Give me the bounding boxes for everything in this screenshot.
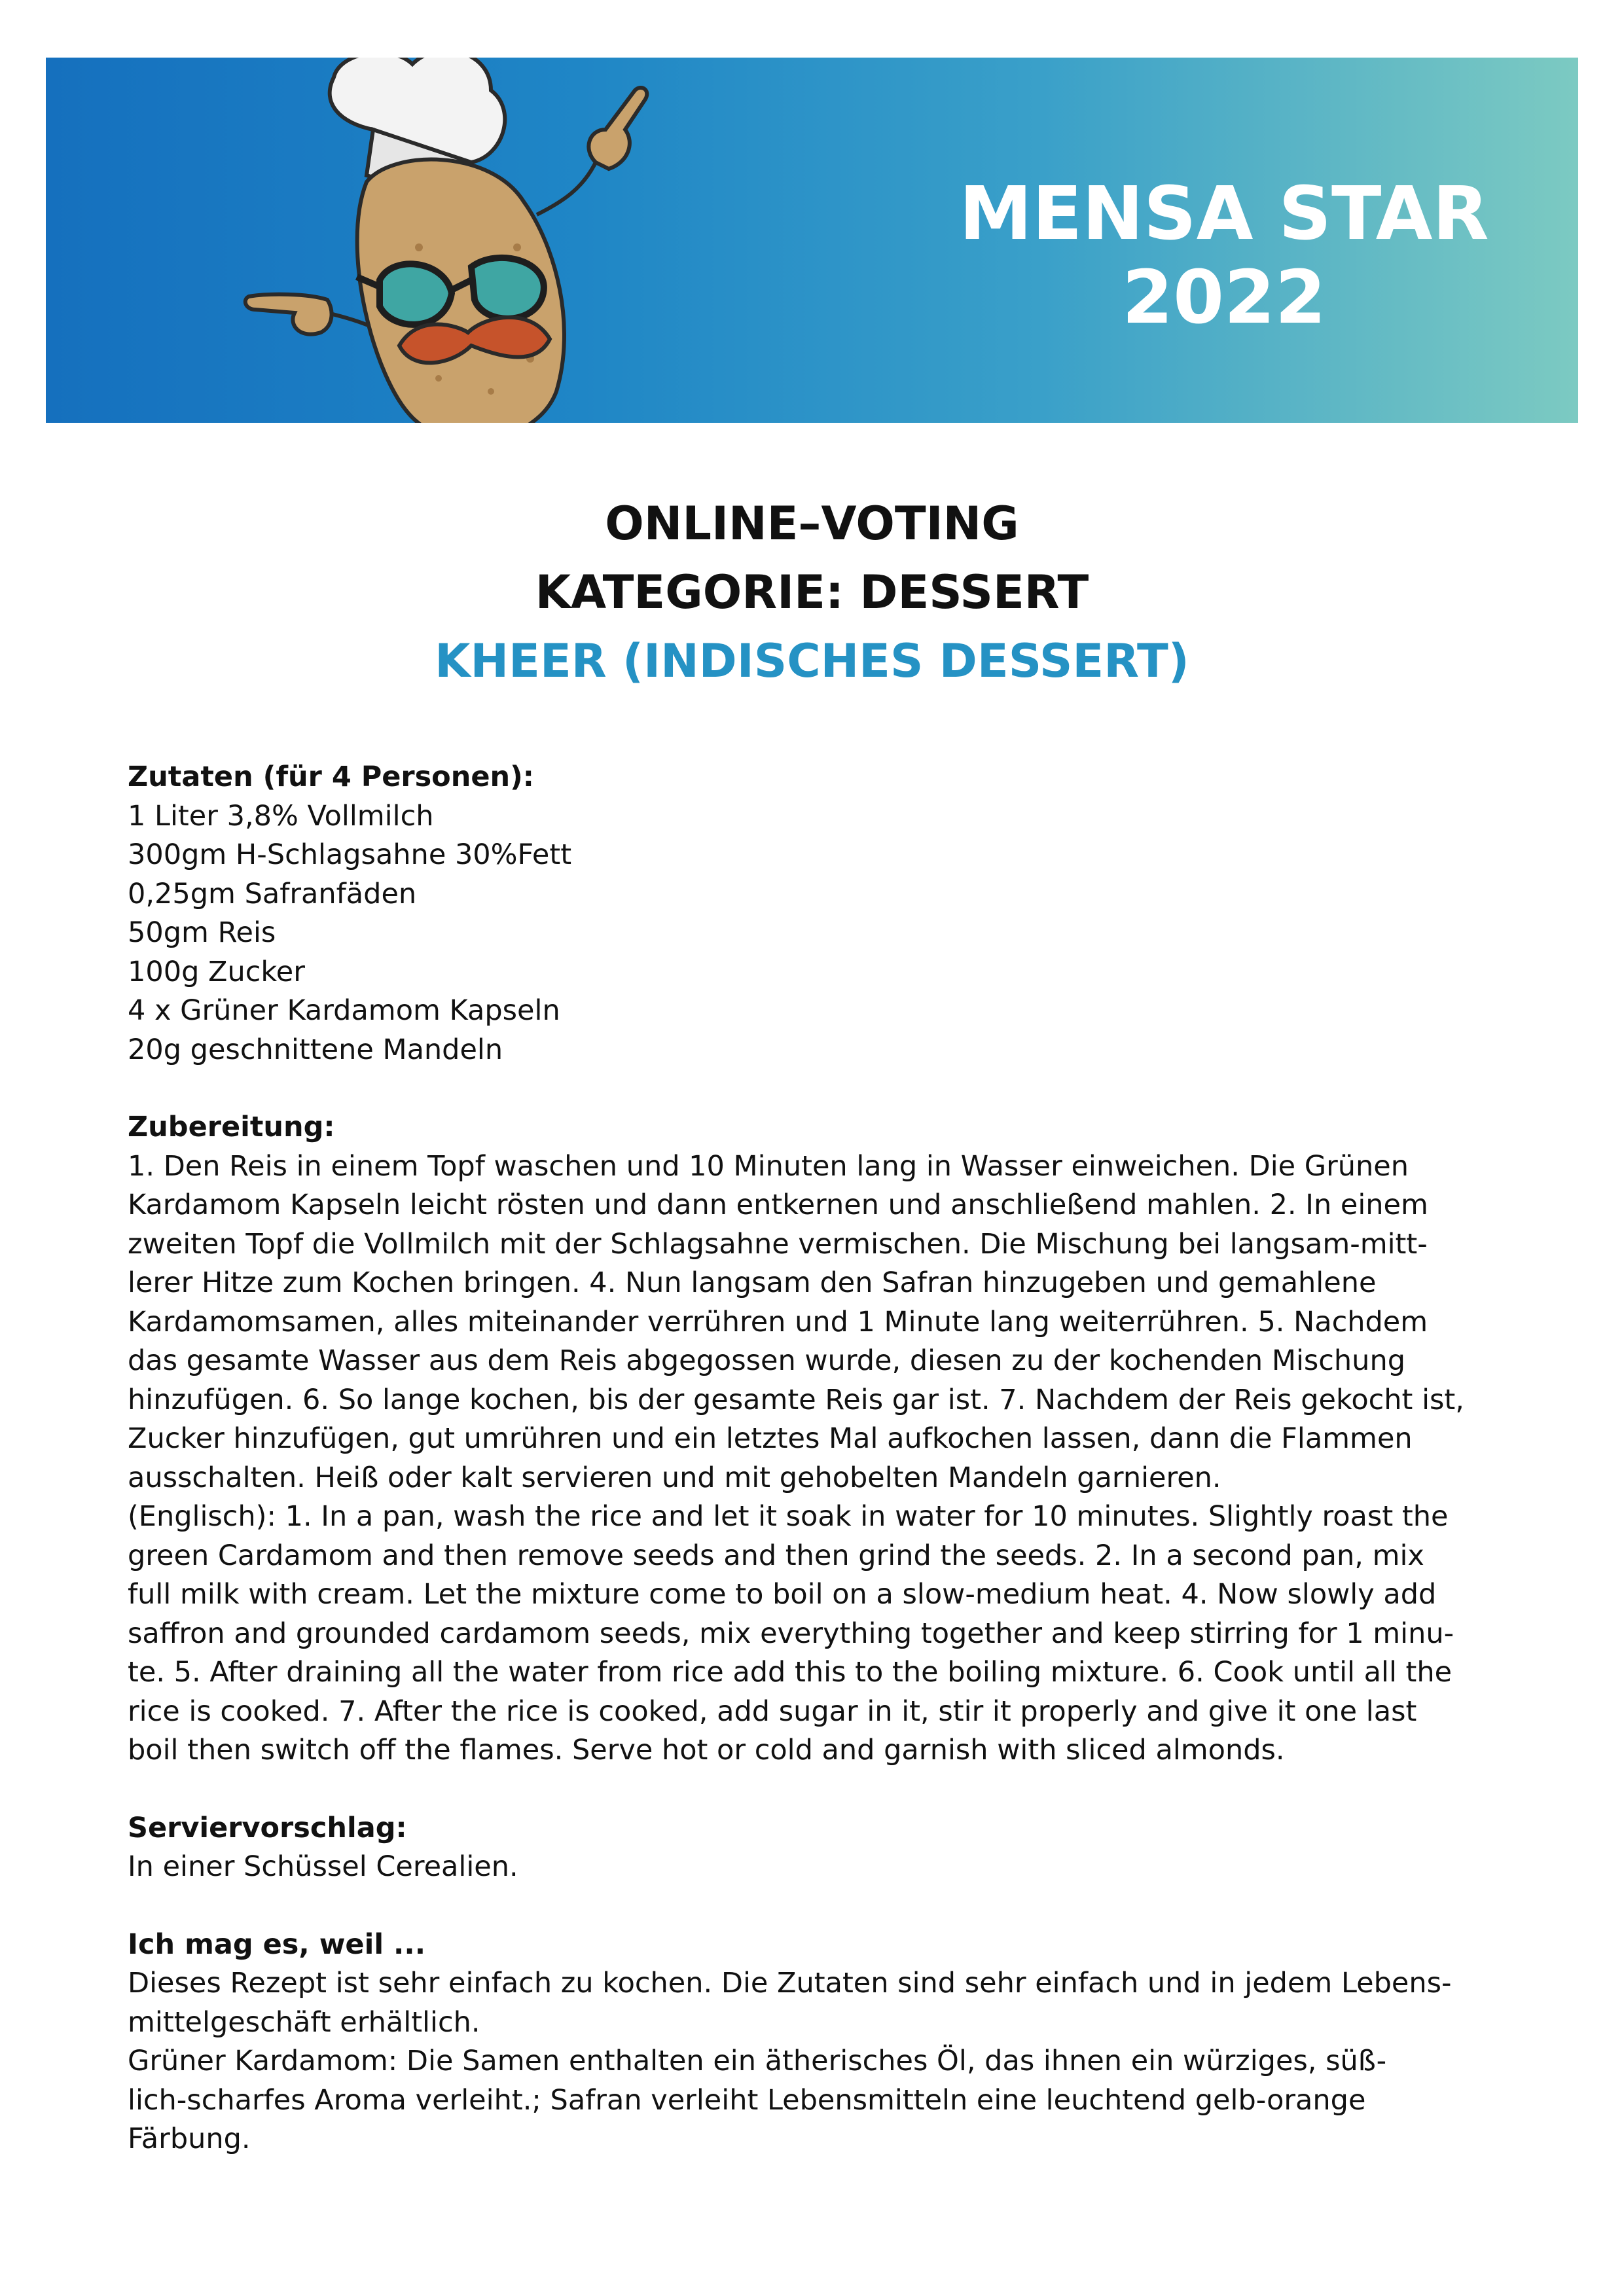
headline-voting: ONLINE–VOTING <box>605 497 1019 550</box>
preparation-english-line: (Englisch): 1. In a pan, wash the rice and let it soak in water for 10 minutes. Slightly roast the <box>128 1500 1449 1533</box>
ingredients-list <box>128 797 1509 1070</box>
ingredient-item: 50gm Reis <box>128 916 276 949</box>
preparation-line: Kardamomsamen, alles miteinander verrühren und 1 Minute lang weiterrühren. 5. Nachdem <box>128 1305 1428 1338</box>
preparation-line: ausschalten. Heiß oder kalt servieren und mit gehobelten Mandeln garnieren. <box>128 1461 1221 1494</box>
banner-title-line2: 2022 <box>1122 255 1326 340</box>
ingredient-item: 20g geschnittene Mandeln <box>128 1033 503 1066</box>
ingredient-item: 100g Zucker <box>128 955 305 988</box>
reason-section <box>128 1926 1509 2159</box>
serving-heading: Serviervorschlag: <box>128 1811 407 1844</box>
preparation-line: Zucker hinzufügen, gut umrühren und ein letztes Mal aufkochen lassen, dann die Flammen <box>128 1422 1413 1455</box>
preparation-line: zweiten Topf die Vollmilch mit der Schlagsahne vermischen. Die Mischung bei langsam-mitt- <box>128 1227 1428 1261</box>
banner-title <box>897 172 1551 340</box>
preparation-heading: Zubereitung: <box>128 1111 335 1143</box>
preparation-line: Kardamom Kapseln leicht rösten und dann entkernen und anschließend mahlen. 2. In einem <box>128 1189 1428 1221</box>
preparation-line: lerer Hitze zum Kochen bringen. 4. Nun langsam den Safran hinzugeben und gemahlene <box>128 1266 1377 1299</box>
reason-line: mittelgeschäft erhältlich. <box>128 2005 480 2039</box>
reason-line: Grüner Kardamom: Die Samen enthalten ein ätherisches Öl, das ihnen ein würziges, süß- <box>128 2045 1387 2077</box>
reason-heading: Ich mag es, weil ... <box>128 1928 426 1961</box>
reason-line: Färbung. <box>128 2123 251 2155</box>
recipe-content <box>128 758 1509 2198</box>
banner-title-line1: MENSA STAR <box>959 171 1489 257</box>
ingredient-item: 300gm H-Schlagsahne 30%Fett <box>128 838 572 871</box>
preparation-line: 1. Den Reis in einem Topf waschen und 10 Minuten lang in Wasser einweichen. Die Grünen <box>128 1149 1409 1183</box>
reason-line: lich-scharfes Aroma verleiht.; Safran verleiht Lebensmitteln eine leuchtend gelb-orange <box>128 2083 1366 2117</box>
header-banner <box>46 58 1578 423</box>
preparation-line: das gesamte Wasser aus dem Reis abgegossen wurde, diesen zu der kochenden Mischung <box>128 1344 1405 1377</box>
headline-dish-name: KHEER (INDISCHES DESSERT) <box>435 634 1189 688</box>
serving-section <box>128 1809 1509 1887</box>
preparation-english-line: saffron and grounded cardamom seeds, mix everything together and keep stirring for 1 minu- <box>128 1617 1454 1650</box>
ingredients-heading: Zutaten (für 4 Personen): <box>128 761 534 793</box>
preparation-english-line: te. 5. After draining all the water from rice add this to the boiling mixture. 6. Cook until all the <box>128 1656 1453 1689</box>
ingredient-item: 1 Liter 3,8% Vollmilch <box>128 799 434 833</box>
ingredient-item: 4 x Grüner Kardamom Kapseln <box>128 994 560 1027</box>
potato-chef-mascot-icon <box>242 58 871 423</box>
serving-text: In einer Schüssel Cerealien. <box>128 1850 518 1883</box>
ingredients-section <box>128 758 1509 1069</box>
ingredient-item: 0,25gm Safranfäden <box>128 877 417 910</box>
preparation-english-line: full milk with cream. Let the mixture come to boil on a slow-medium heat. 4. Now slowly add <box>128 1578 1437 1611</box>
page-headline <box>0 490 1624 696</box>
preparation-english-line: boil then switch off the flames. Serve hot or cold and garnish with sliced almonds. <box>128 1734 1285 1767</box>
headline-category: KATEGORIE: DESSERT <box>535 565 1089 619</box>
reason-line: Dieses Rezept ist sehr einfach zu kochen. Die Zutaten sind sehr einfach und in jedem Lebens- <box>128 1967 1452 2000</box>
preparation-section <box>128 1108 1509 1770</box>
preparation-english-line: green Cardamom and then remove seeds and then grind the seeds. 2. In a second pan, mix <box>128 1539 1424 1572</box>
preparation-line: hinzufügen. 6. So lange kochen, bis der gesamte Reis gar ist. 7. Nachdem der Reis gekocht ist, <box>128 1383 1464 1416</box>
preparation-english-line: rice is cooked. 7. After the rice is cooked, add sugar in it, stir it properly and give it one last <box>128 1695 1417 1728</box>
